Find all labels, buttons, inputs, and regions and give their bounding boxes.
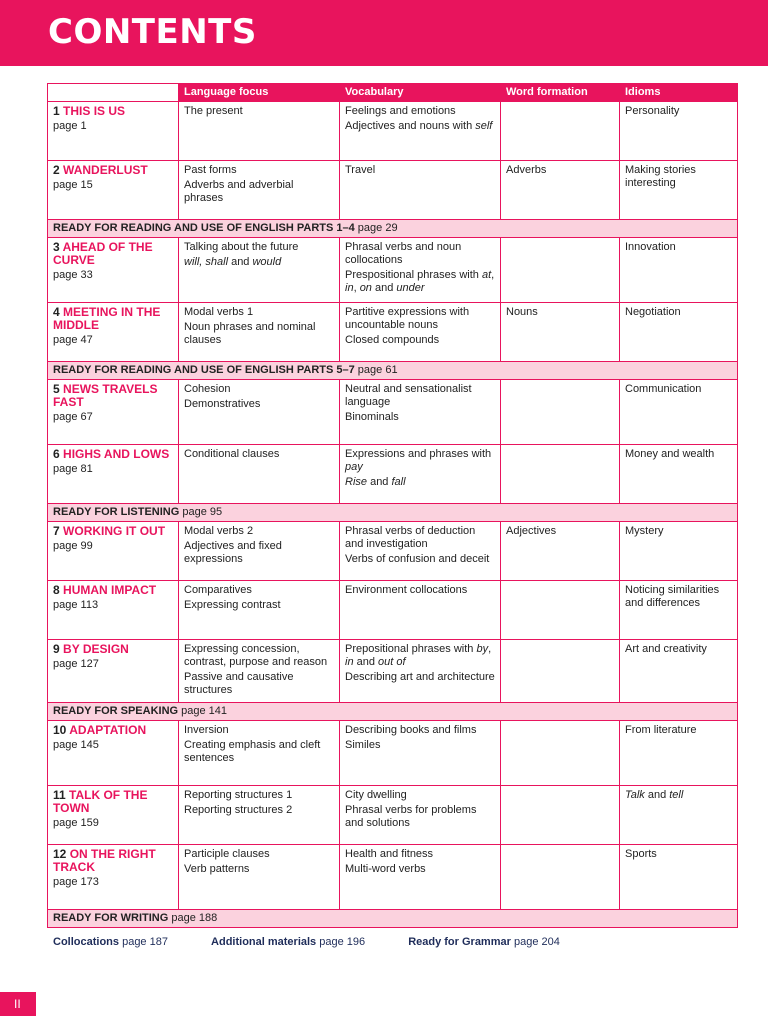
ready-for-page: page 61 — [357, 364, 398, 376]
ready-for-page: page 29 — [357, 222, 398, 234]
vocabulary-cell — [340, 581, 501, 640]
language-focus-item: Adjectives and fixed expressions — [184, 540, 282, 565]
vocabulary-cell — [340, 721, 501, 786]
page-number-tab — [0, 992, 36, 1016]
vocabulary-item: Environment collocations — [345, 584, 468, 596]
unit-number: 6 — [53, 447, 60, 461]
unit-page: page 99 — [53, 540, 93, 552]
ready-for-row — [48, 504, 738, 522]
unit-name: TALK OF THE TOWN — [53, 788, 148, 815]
unit-page: page 15 — [53, 179, 93, 191]
unit-row — [48, 102, 738, 161]
idioms-cell: Making stories interesting — [620, 161, 738, 220]
vocabulary-item: Describing art and architecture — [345, 671, 495, 683]
unit-page: page 33 — [53, 269, 93, 281]
unit-row — [48, 238, 738, 303]
unit-number: 12 — [53, 847, 67, 861]
vocabulary-item: Expressions and phrases with pay — [345, 448, 492, 473]
unit-page: page 67 — [53, 411, 93, 423]
unit-name: MEETING IN THE MIDDLE — [53, 305, 161, 332]
word-formation-cell: Adjectives — [501, 522, 620, 581]
unit-cell[interactable] — [48, 238, 179, 303]
vocabulary-item: Partitive expressions with uncountable nouns — [345, 306, 470, 331]
word-formation-cell — [501, 640, 620, 703]
ready-for-cell[interactable] — [48, 220, 738, 238]
language-focus-item: Expressing concession, contrast, purpose and reason — [184, 643, 328, 668]
language-focus-item: Passive and causative structures — [184, 671, 294, 696]
vocabulary-item: Travel — [345, 164, 376, 176]
unit-cell[interactable] — [48, 786, 179, 845]
vocabulary-cell — [340, 786, 501, 845]
idioms-cell: Communication — [620, 380, 738, 445]
unit-cell[interactable] — [48, 721, 179, 786]
language-focus-cell — [179, 522, 340, 581]
unit-name: WANDERLUST — [63, 163, 148, 177]
vocabulary-cell — [340, 380, 501, 445]
vocabulary-item: Describing books and films — [345, 724, 477, 736]
word-formation-cell — [501, 102, 620, 161]
vocabulary-cell — [340, 845, 501, 910]
language-focus-item: Creating emphasis and cleft sentences — [184, 739, 321, 764]
word-formation-cell — [501, 721, 620, 786]
unit-row — [48, 640, 738, 703]
idioms-cell: Talk and tell — [620, 786, 738, 845]
vocabulary-cell — [340, 303, 501, 362]
contents-table — [47, 83, 738, 928]
unit-page: page 127 — [53, 658, 99, 670]
language-focus-cell — [179, 380, 340, 445]
unit-row — [48, 161, 738, 220]
language-focus-item: Verb patterns — [184, 863, 250, 875]
ready-for-title: READY FOR SPEAKING — [53, 705, 179, 717]
unit-name: ADAPTATION — [69, 723, 147, 737]
language-focus-item: Expressing contrast — [184, 599, 281, 611]
idioms-cell: Innovation — [620, 238, 738, 303]
vocabulary-item: Similes — [345, 739, 381, 751]
unit-name: ON THE RIGHT TRACK — [53, 847, 156, 874]
idioms-cell: Negotiation — [620, 303, 738, 362]
language-focus-item: Modal verbs 1 — [184, 306, 254, 318]
language-focus-cell — [179, 786, 340, 845]
header-vocabulary: Vocabulary — [340, 84, 501, 102]
language-focus-item: Talking about the future — [184, 241, 299, 253]
language-focus-item: Comparatives — [184, 584, 252, 596]
unit-name: THIS IS US — [63, 104, 126, 118]
idioms-cell: Personality — [620, 102, 738, 161]
vocabulary-item: Feelings and emotions — [345, 105, 456, 117]
idioms-cell: From literature — [620, 721, 738, 786]
ready-for-row — [48, 362, 738, 380]
word-formation-cell — [501, 786, 620, 845]
unit-number: 3 — [53, 240, 60, 254]
table-body — [48, 102, 738, 928]
ready-for-title: READY FOR WRITING — [53, 912, 169, 924]
unit-page: page 1 — [53, 120, 87, 132]
language-focus-item: Conditional clauses — [184, 448, 280, 460]
header-idioms: Idioms — [620, 84, 738, 102]
language-focus-cell — [179, 640, 340, 703]
language-focus-cell — [179, 581, 340, 640]
language-focus-cell — [179, 721, 340, 786]
unit-page: page 173 — [53, 876, 99, 888]
unit-number: 2 — [53, 163, 60, 177]
unit-row — [48, 721, 738, 786]
vocabulary-cell — [340, 445, 501, 504]
language-focus-item: Inversion — [184, 724, 229, 736]
unit-row — [48, 303, 738, 362]
unit-number: 1 — [53, 104, 60, 118]
idioms-cell: Art and creativity — [620, 640, 738, 703]
ready-for-cell[interactable] — [48, 362, 738, 380]
language-focus-cell — [179, 303, 340, 362]
language-focus-item: Participle clauses — [184, 848, 270, 860]
ready-for-page: page 95 — [182, 506, 223, 518]
unit-number: 11 — [53, 788, 66, 802]
idioms-cell: Money and wealth — [620, 445, 738, 504]
unit-number: 7 — [53, 524, 60, 538]
vocabulary-cell — [340, 522, 501, 581]
page-number: II — [14, 997, 21, 1011]
word-formation-cell: Adverbs — [501, 161, 620, 220]
vocabulary-item: Closed compounds — [345, 334, 440, 346]
unit-name: WORKING IT OUT — [63, 524, 166, 538]
header-language-focus: Language focus — [179, 84, 340, 102]
vocabulary-item: Phrasal verbs and noun collocations — [345, 241, 462, 266]
language-focus-item: will, shall and would — [184, 256, 282, 268]
ready-for-title: READY FOR READING AND USE OF ENGLISH PARTS 1–4 — [53, 222, 355, 234]
unit-page: page 113 — [53, 599, 99, 611]
unit-row — [48, 786, 738, 845]
language-focus-cell — [179, 845, 340, 910]
footer-item-ready-for-grammar[interactable]: Ready for Grammar page 204 — [408, 936, 560, 948]
ready-for-page: page 188 — [171, 912, 218, 924]
unit-name: HIGHS AND LOWS — [63, 447, 170, 461]
ready-for-cell[interactable] — [48, 703, 738, 721]
unit-row — [48, 380, 738, 445]
ready-for-row — [48, 220, 738, 238]
language-focus-item: Reporting structures 1 — [184, 789, 293, 801]
vocabulary-cell — [340, 640, 501, 703]
unit-number: 8 — [53, 583, 60, 597]
vocabulary-item: Multi-word verbs — [345, 863, 426, 875]
unit-cell[interactable] — [48, 102, 179, 161]
ready-for-row — [48, 703, 738, 721]
language-focus-item: The present — [184, 105, 243, 117]
vocabulary-item: Phrasal verbs of deduction and investigation — [345, 525, 476, 550]
language-focus-item: Cohesion — [184, 383, 231, 395]
unit-cell[interactable] — [48, 581, 179, 640]
vocabulary-cell — [340, 238, 501, 303]
word-formation-cell — [501, 845, 620, 910]
footer-links — [53, 936, 600, 948]
unit-cell[interactable] — [48, 161, 179, 220]
page-title: CONTENTS — [48, 12, 257, 52]
word-formation-cell — [501, 380, 620, 445]
ready-for-title: READY FOR LISTENING — [53, 506, 180, 518]
vocabulary-item: Rise and fall — [345, 476, 406, 488]
unit-cell[interactable] — [48, 845, 179, 910]
vocabulary-item: City dwelling — [345, 789, 407, 801]
vocabulary-item: Prespositional phrases with at, in, on and under — [345, 269, 495, 294]
vocabulary-item: Phrasal verbs for problems and solutions — [345, 804, 477, 829]
footer-item-additional-materials[interactable]: Additional materials page 196 — [211, 936, 366, 948]
ready-for-title: READY FOR READING AND USE OF ENGLISH PARTS 5–7 — [53, 364, 355, 376]
vocabulary-item: Health and fitness — [345, 848, 434, 860]
language-focus-item: Demonstratives — [184, 398, 261, 410]
word-formation-cell — [501, 445, 620, 504]
language-focus-cell — [179, 161, 340, 220]
idioms-cell: Noticing similarities and differences — [620, 581, 738, 640]
language-focus-item: Noun phrases and nominal clauses — [184, 321, 316, 346]
word-formation-cell — [501, 238, 620, 303]
footer-item-collocations[interactable]: Collocations page 187 — [53, 936, 168, 948]
ready-for-cell[interactable] — [48, 504, 738, 522]
unit-name: AHEAD OF THE CURVE — [53, 240, 153, 267]
unit-number: 9 — [53, 642, 60, 656]
vocabulary-cell — [340, 102, 501, 161]
unit-name: BY DESIGN — [63, 642, 129, 656]
unit-number: 4 — [53, 305, 60, 319]
idioms-cell: Sports — [620, 845, 738, 910]
ready-for-page: page 141 — [181, 705, 228, 717]
table-header-row — [48, 84, 738, 102]
vocabulary-cell — [340, 161, 501, 220]
header-word-formation: Word formation — [501, 84, 620, 102]
language-focus-cell — [179, 445, 340, 504]
unit-row — [48, 581, 738, 640]
unit-page: page 145 — [53, 739, 99, 751]
unit-page: page 47 — [53, 334, 93, 346]
vocabulary-item: Verbs of confusion and deceit — [345, 553, 490, 565]
ready-for-row — [48, 910, 738, 928]
unit-cell[interactable] — [48, 380, 179, 445]
language-focus-item: Adverbs and adverbial phrases — [184, 179, 294, 204]
unit-page: page 81 — [53, 463, 93, 475]
unit-cell[interactable] — [48, 445, 179, 504]
language-focus-cell — [179, 102, 340, 161]
unit-page: page 159 — [53, 817, 99, 829]
unit-cell[interactable] — [48, 522, 179, 581]
unit-cell[interactable] — [48, 303, 179, 362]
vocabulary-item: Adjectives and nouns with self — [345, 120, 493, 132]
unit-name: HUMAN IMPACT — [63, 583, 157, 597]
vocabulary-item: Binominals — [345, 411, 399, 423]
word-formation-cell: Nouns — [501, 303, 620, 362]
language-focus-item: Past forms — [184, 164, 237, 176]
vocabulary-item: Prepositional phrases with by, in and out of — [345, 643, 492, 668]
language-focus-cell — [179, 238, 340, 303]
unit-name: NEWS TRAVELS FAST — [53, 382, 158, 409]
contents-banner — [0, 0, 768, 66]
word-formation-cell — [501, 581, 620, 640]
unit-row — [48, 522, 738, 581]
header-blank — [48, 84, 179, 102]
unit-row — [48, 845, 738, 910]
vocabulary-item: Neutral and sensationalist language — [345, 383, 472, 408]
unit-row — [48, 445, 738, 504]
ready-for-cell[interactable] — [48, 910, 738, 928]
idioms-cell: Mystery — [620, 522, 738, 581]
unit-number: 5 — [53, 382, 60, 396]
language-focus-item: Modal verbs 2 — [184, 525, 254, 537]
unit-number: 10 — [53, 723, 67, 737]
language-focus-item: Reporting structures 2 — [184, 804, 293, 816]
unit-cell[interactable] — [48, 640, 179, 703]
